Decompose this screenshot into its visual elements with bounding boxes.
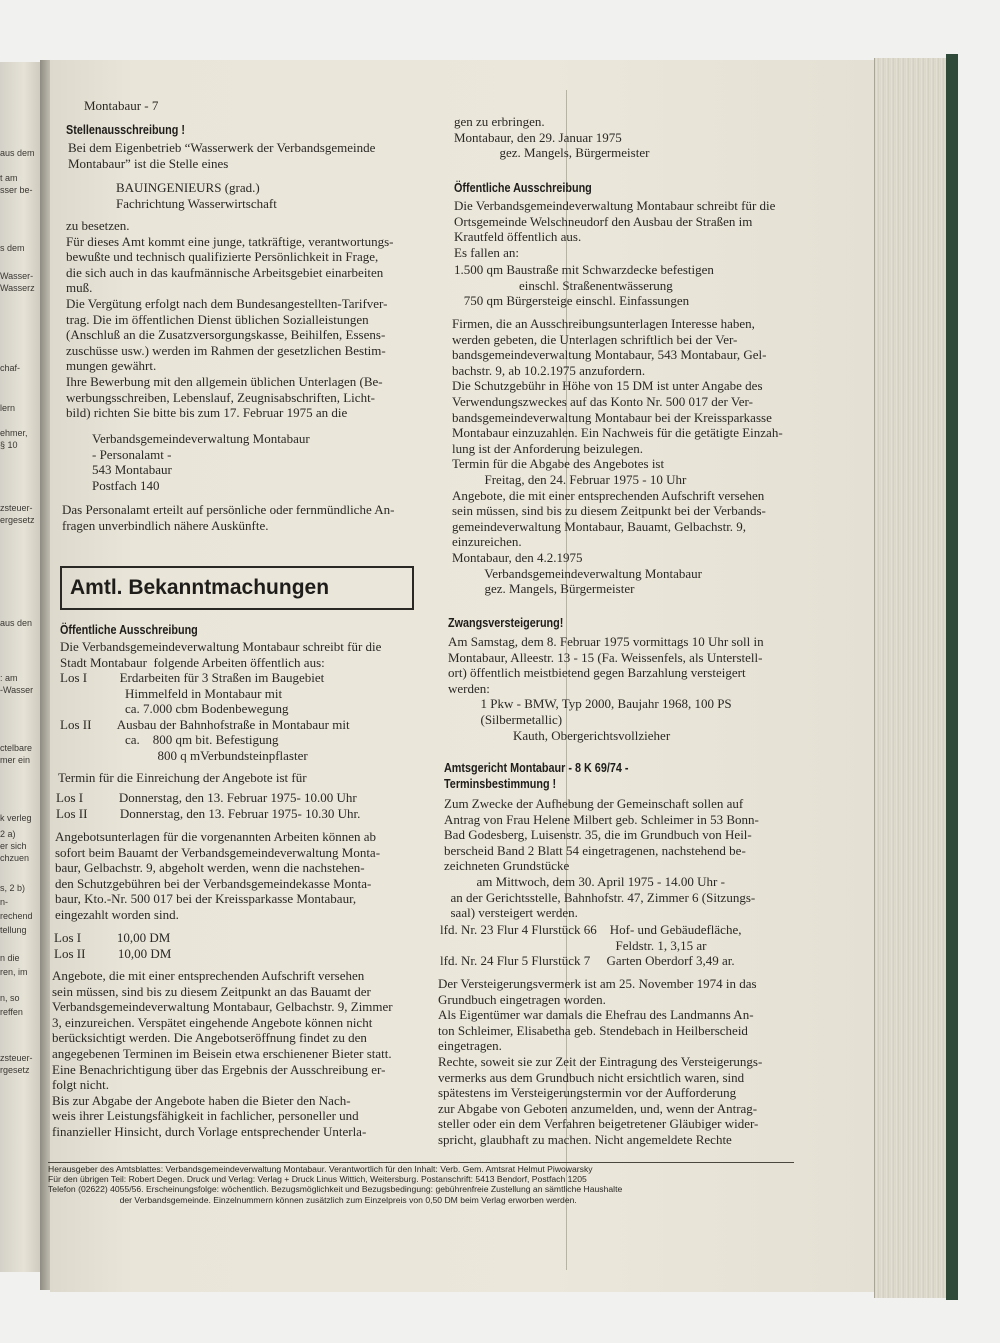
margin-fragment: t am — [0, 173, 18, 183]
margin-fragment: Wasser- — [0, 271, 34, 281]
margin-fragment: k verleg — [0, 813, 32, 823]
oeff2-intro: Die Verbandsgemeindeverwaltung Montabaur schreibt für die Ortsgemeinde Welschneudorf den Ausbau der Straßen im Krautfeld öffentlich aus. Es fallen an: — [454, 198, 776, 260]
zwang-body: Am Samstag, dem 8. Februar 1975 vormittags 10 Uhr soll in Montabaur, Alleestr. 13 - 15 (Fa. Weissenfels, als Unterstell- ort) öffentlich meistbietend gegen Barzahlung versteigert werden: 1 Pkw - BMW, Typ 2000, Baujahr 1968, 100 PS (Silbermetallic) Kauth, Obergerichtsvollzieher — [448, 634, 764, 743]
oeff1-lose: Los I Erdarbeiten für 3 Straßen im Baugebiet Himmelfeld in Montabaur mit ca. 7.000 cbm Bodenbewegung Los II Ausbau der Bahnhofstraße in Montabaur mit ca. 800 qm bit. Befestigung 800 q mVerbundsteinpflaster — [60, 670, 350, 763]
page-edges — [874, 58, 949, 1298]
margin-fragment: tellung — [0, 925, 27, 935]
amtsgericht-body: Zum Zwecke der Aufhebung der Gemeinschaft sollen auf Antrag von Frau Helene Milbert geb. Schleimer in 53 Bonn- Bad Godesberg, Luisenstr. 35, die im Grundbuch von Heil- berscheid Band 2 Blatt 54 eingetragenen, nachstehend be- zeichneten Grundstücke am Mittwoch, dem 30. April 1975 - 14.00 Uhr - an der Gerichtsstelle, Bahnhofstr. 47, Zimmer 6 (Sitzungs- saal) versteigert werden. — [444, 796, 759, 921]
right-top-signature: gen zu erbringen. Montabaur, den 29. Januar 1975 gez. Mangels, Bürgermeister — [454, 114, 650, 161]
oeff2-title: Öffentliche Ausschreibung — [454, 180, 592, 195]
stellen-closing: Das Personalamt erteilt auf persönliche oder fernmündliche An- fragen unverbindlich nähere Auskünfte. — [62, 502, 395, 533]
margin-fragment: n- — [0, 897, 9, 907]
impressum-footer: Herausgeber des Amtsblattes: Verbandsgemeindeverwaltung Montabaur. Verantwortlich für den Inhalt: Verb. Gem. Amtsrat Helmut Piwowarsky Für den übrigen Teil: Robert Degen. Druck und Verlag: Verlag + Druck Linus Wittich, Weitersburg. Postanschrift: 5413 Bendorf, Postfach 1205 Telefon (02622) 4055/56. Erscheinungsfolge: wöchentlich. Bezugsmöglichkeit und Bezugsbedingung: gebührenfreie Zustellung an sämtliche Haushalte der Verbandsgemeinde. Einzelnummern können zusätzlich zum Einzelpreis von 0,50 DM beim Verlag erworben werden. — [48, 1164, 623, 1205]
left-page-edge — [0, 62, 41, 1272]
oeff1-intro: Die Verbandsgemeindeverwaltung Montabaur schreibt für die Stadt Montabaur folgende Arbeiten öffentlich aus: — [60, 639, 382, 670]
margin-fragment: rechend — [0, 911, 33, 921]
section-banner-title: Amtl. Bekanntmachungen — [70, 576, 330, 599]
oeff1-title: Öffentliche Ausschreibung — [60, 622, 198, 637]
margin-fragment: n die — [0, 953, 20, 963]
margin-fragment: rgesetz — [0, 1065, 30, 1075]
margin-fragment: -Wasser — [0, 685, 34, 695]
margin-fragment: ctelbare — [0, 743, 33, 753]
oeff1-termine: Los I Donnerstag, den 13. Februar 1975- 10.00 Uhr Los II Donnerstag, den 13. Februar 1975- 10.30 Uhr. — [56, 790, 361, 821]
margin-fragment: zsteuer- — [0, 1053, 33, 1063]
margin-fragment: er sich — [0, 841, 27, 851]
amtsgericht-parcels: lfd. Nr. 23 Flur 4 Flurstück 66 Hof- und Gebäudefläche, Feldstr. 1, 3,15 ar lfd. Nr. 24 Flur 5 Flurstück 7 Garten Oberdorf 3,49 ar. — [440, 922, 742, 969]
margin-fragment: ehmer, — [0, 428, 28, 438]
stellen-title: Stellenausschreibung ! — [66, 122, 185, 137]
margin-fragment: mer ein — [0, 755, 31, 765]
margin-fragment: aus dem — [0, 148, 35, 158]
margin-fragment: sser be- — [0, 185, 33, 195]
stellen-position: BAUINGENIEURS (grad.) Fachrichtung Wasserwirtschaft — [116, 180, 277, 211]
margin-fragment: chaf- — [0, 363, 21, 373]
margin-fragment: reffen — [0, 1007, 23, 1017]
margin-fragment: zsteuer- — [0, 503, 33, 513]
book-cover — [946, 54, 958, 1300]
margin-fragment: 2 a) — [0, 829, 16, 839]
margin-fragment: s, 2 b) — [0, 883, 26, 893]
margin-fragment: chzuen — [0, 853, 30, 863]
margin-fragment: ren, im — [0, 967, 28, 977]
stellen-body: zu besetzen. Für dieses Amt kommt eine junge, tatkräftige, verantwortungs- bewußte und technisch qualifizierte Persönlichkeit in Frage, die sich auch in das kaufmännische Arbeitsgebiet einarbeiten muß. Die Vergütung erfolgt nach dem Bundesangestellten-Tarifver- trag. Die im öffentlichen Dienst üblichen Sozialleistungen (Anschluß an die Zusatzversorgungskasse, Beihilfen, Essens- zuschüsse usw.) werden im Rahmen der gesetzlichen Bestim- mungen gewährt. Ihre Bewerbung mit den allgemein üblichen Unterlagen (Be- werbungsschreiben, Lebenslauf, Zeugnisabschriften, Licht- bild) richten Sie bitte bis zum 17. Februar 1975 an die — [66, 218, 394, 421]
oeff1-unterlagen: Angebotsunterlagen für die vorgenannten Arbeiten können ab sofort beim Bauamt der Verbandsgemeindeverwaltung Monta- baur, Gelbachstr. 9, abgeholt werden, wenn die nachstehen- den Schutzgebühren bei der Verbandsgemeindekasse Monta- baur, Kto.-Nr. 500 017 bei der Kreissparkasse Montabaur, eingezahlt worden sind. — [55, 829, 381, 922]
page-header: Montabaur - 7 — [84, 98, 159, 113]
margin-fragment: lern — [0, 403, 16, 413]
stellen-address: Verbandsgemeindeverwaltung Montabaur - Personalamt - 543 Montabaur Postfach 140 — [92, 431, 310, 493]
oeff1-termin-intro: Termin für die Einreichung der Angebote ist für — [58, 770, 307, 785]
section-banner — [60, 566, 414, 610]
stellen-intro: Bei dem Eigenbetrieb “Wasserwerk der Verbandsgemeinde Montabaur” ist die Stelle eines — [68, 140, 376, 171]
oeff1-gebuehren: Los I 10,00 DM Los II 10,00 DM — [54, 930, 172, 961]
margin-fragment: aus den — [0, 618, 33, 628]
margin-fragment: ergesetz — [0, 515, 35, 525]
footer-rule — [48, 1162, 794, 1163]
amtsgericht-title: Amtsgericht Montabaur - 8 K 69/74 - Terminsbestimmung ! — [444, 760, 629, 791]
amtsgericht-rest: Der Versteigerungsvermerk ist am 25. November 1974 in das Grundbuch eingetragen worden. Als Eigentümer war damals die Ehefrau des Landmanns An- ton Schleimer, Elisabetha geb. Stendebach in Heilberscheid eingetragen. Rechte, soweit sie zur Zeit der Eintragung des Versteigerungs- vermerks aus dem Grundbuch nicht ersichtlich waren, sind spätestens im Versteigerungstermin vor der Aufforderung zur Abgabe von Geboten anzumelden, und, wenn der Antrag- steller oder ein dem Verfahren beigetretener Gläubiger wider- spricht, glaubhaft zu machen. Nicht angemeldete Rechte — [438, 976, 763, 1147]
margin-fragment: n, so — [0, 993, 20, 1003]
oeff2-items: 1.500 qm Baustraße mit Schwarzdecke befestigen einschl. Straßenentwässerung 750 qm Bürgersteige einschl. Einfassungen — [454, 262, 714, 309]
margin-fragment: Wasserz — [0, 283, 35, 293]
margin-fragment: § 10 — [0, 440, 18, 450]
oeff2-body: Firmen, die an Ausschreibungsunterlagen Interesse haben, werden gebeten, die Unterlagen schriftlich bei der Ver- bandsgemeindeverwaltung Montabaur, 543 Montabaur, Gel- bachstr. 9, ab 10.2.1975 anzufordern. Die Schutzgebühr in Höhe von 15 DM ist unter Angabe des Verwendungszweckes auf das Konto Nr. 500 017 der Ver- bandsgemeindeverwaltung Montabaur bei der Kreissparkasse Montabaur einzuzahlen. Ein Nachweis für die getätigte Einzah- lung ist der Anforderung beizulegen. Termin für die Abgabe des Angebotes ist Freitag, den 24. Februar 1975 - 10 Uhr Angebote, die mit einer entsprechenden Aufschrift versehen sein müssen, sind bis zu diesem Zeitpunkt bei der Verbands- gemeindeverwaltung Montabaur, Bauamt, Gelbachstr. 9, einzureichen. Montabaur, den 4.2.1975 Verbandsgemeindeverwaltung Montabaur gez. Mangels, Bürgermeister — [452, 316, 783, 597]
margin-fragment: s dem — [0, 243, 25, 253]
oeff1-schluss: Angebote, die mit einer entsprechenden Aufschrift versehen sein müssen, sind bis zu diesem Zeitpunkt an das Bauamt der Verbandsgemeindeverwaltung Montabaur, Gelbachstr. 9, Zimmer 3, einzureichen. Verspätet eingehende Angebote können nicht berücksichtigt werden. Die Angebotseröffnung findet zu den angegebenen Terminen im Beisein etwa erschienener Bieter statt. Eine Benachrichtigung über das Ergebnis der Ausschreibung er- folgt nicht. Bis zur Abgabe der Angebote haben die Bieter den Nach- weis ihrer Leistungsfähigkeit in fachlicher, personeller und finanzieller Hinsicht, durch Vorlage entsprechender Unterla- — [52, 968, 393, 1139]
margin-fragment: : am — [0, 673, 18, 683]
zwang-title: Zwangsversteigerung! — [448, 615, 564, 630]
